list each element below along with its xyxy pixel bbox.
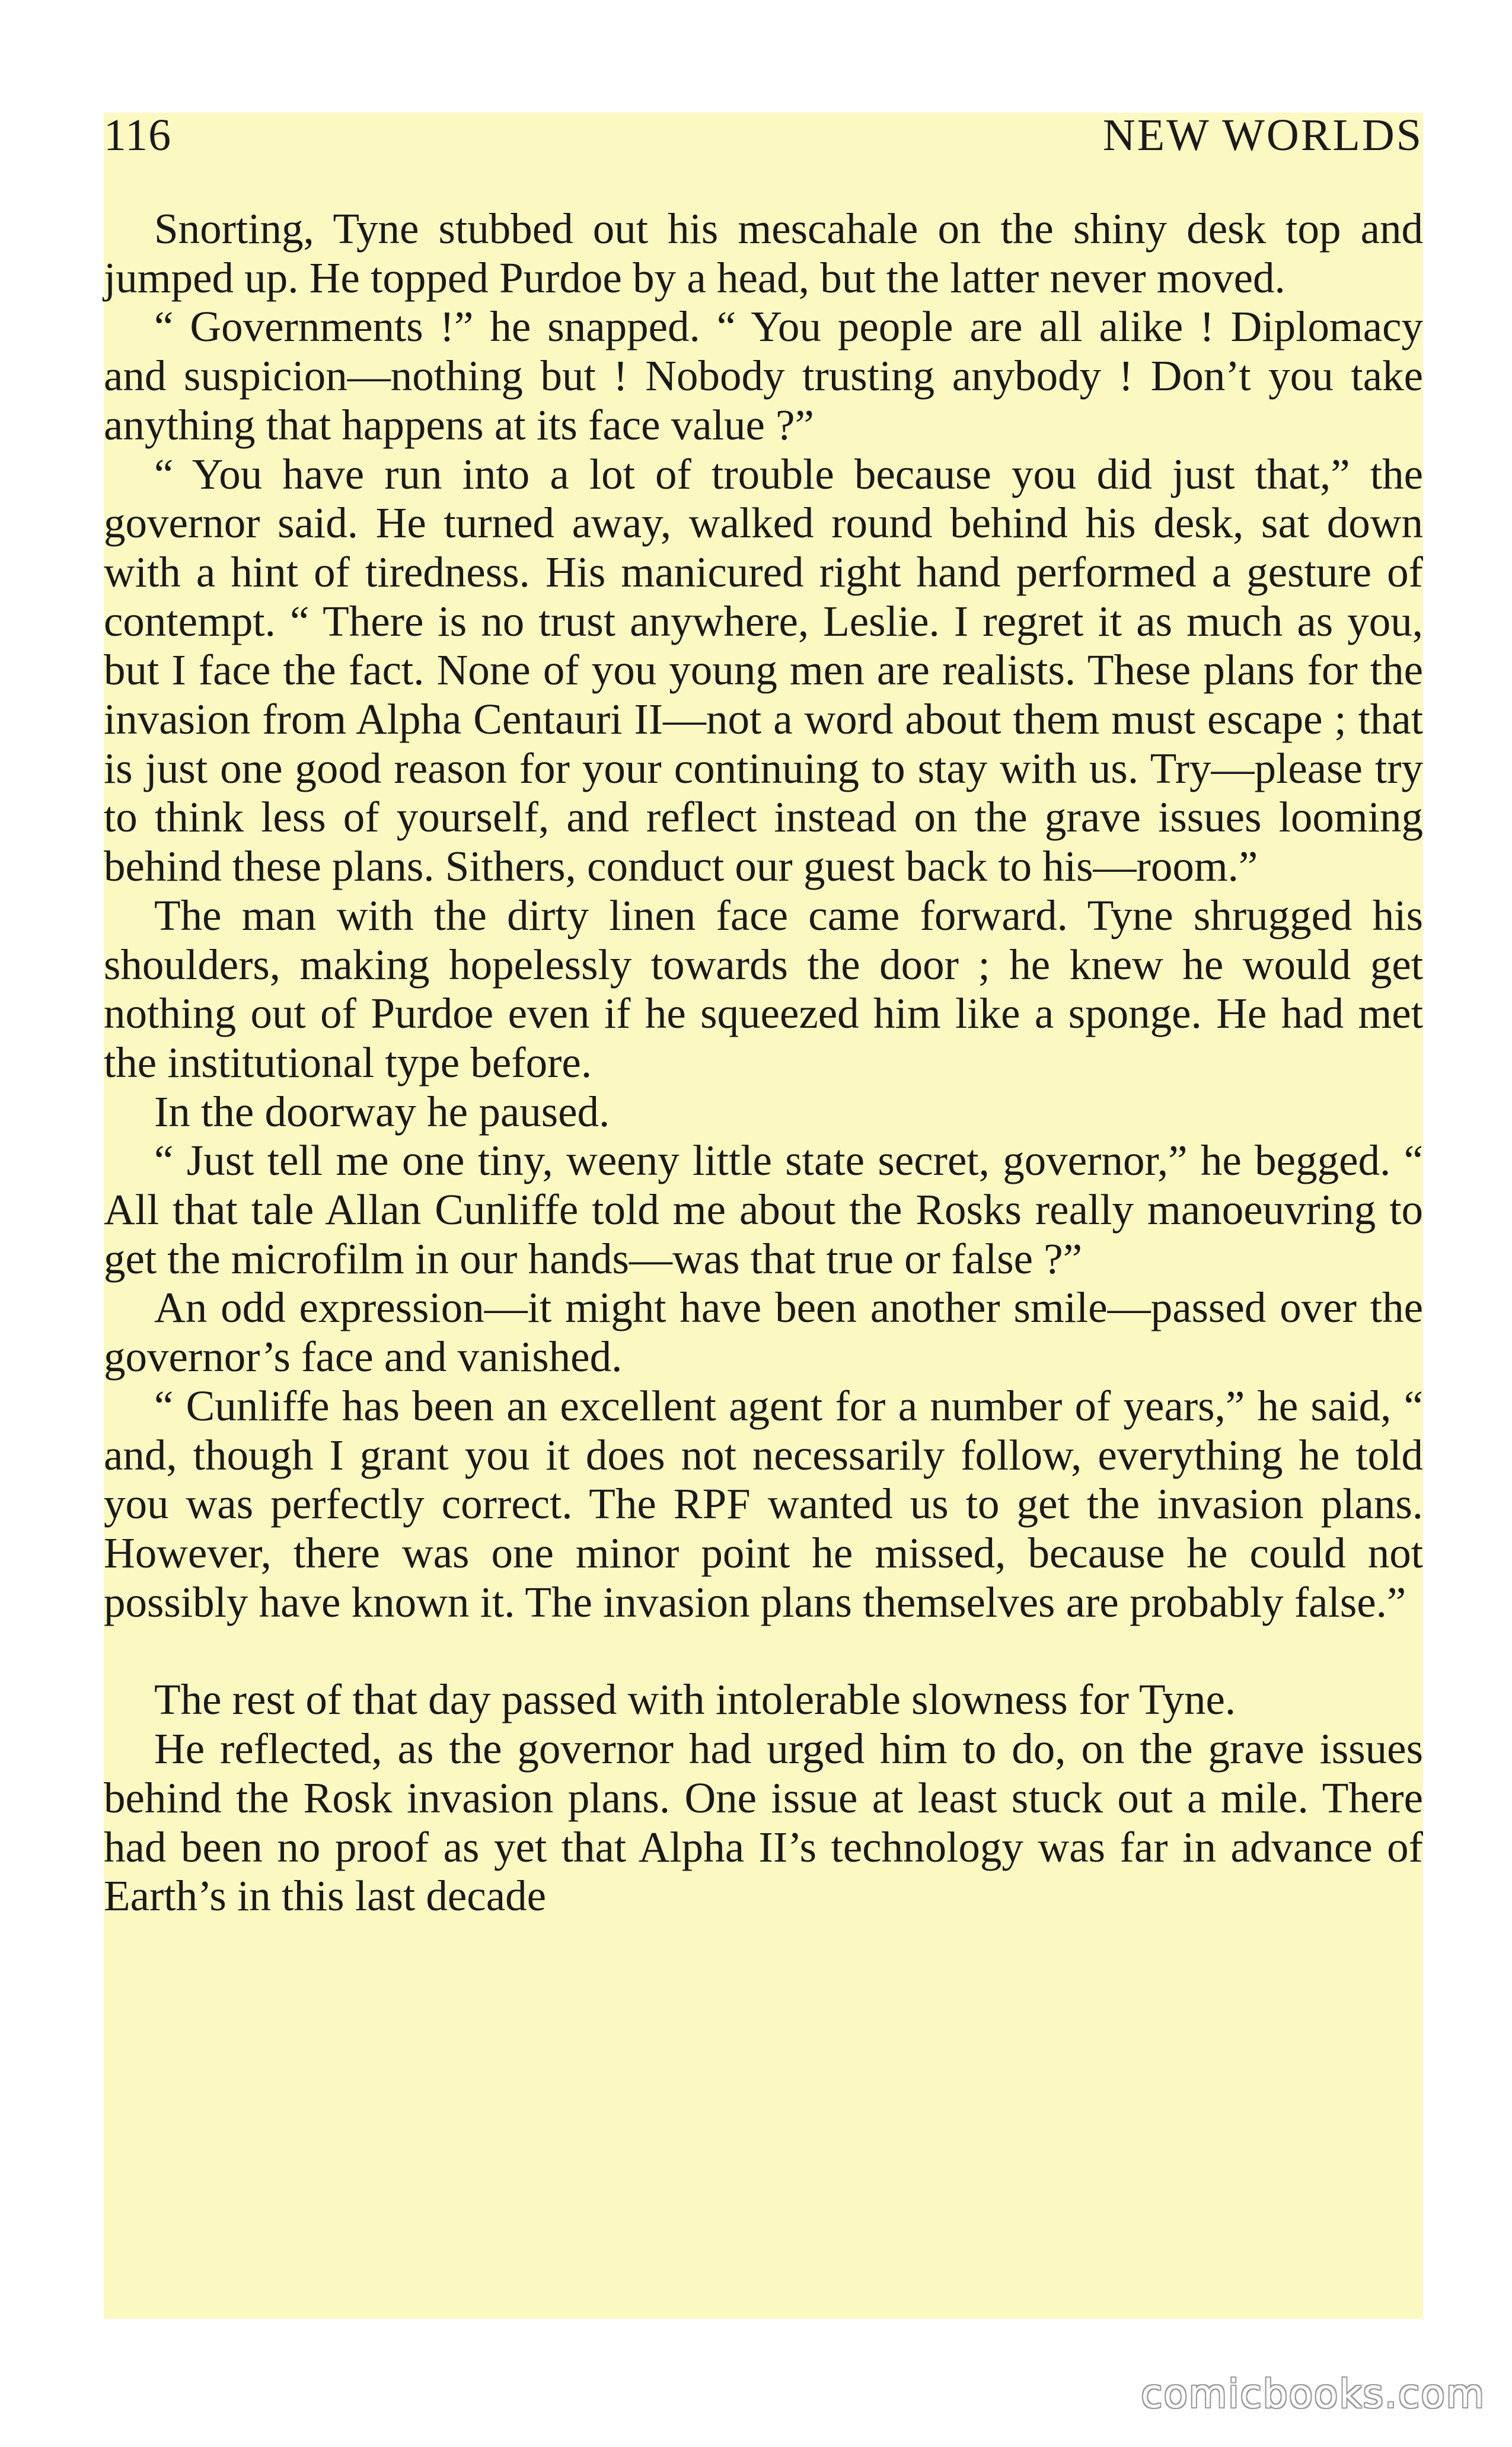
paragraph: “ Just tell me one tiny, weeny little state secret, governor,” he begged. “ All that tale Allan Cunliffe told me about the Rosks really manoeuvring to get the microfilm in our hands—was that true or false ?” (104, 1136, 1423, 1283)
watermark: comicbooks.com (1141, 2371, 1485, 2417)
paragraph: He reflected, as the governor had urged him to do, on the grave issues behind the Rosk invasion plans. One issue at least stuck out a mile. There had been no proof as yet that Alpha II’s technology was far in advance of Earth’s in this last decade (104, 1725, 1423, 1920)
paragraph: The rest of that day passed with intolerable slowness for Tyne. (154, 1675, 1236, 1724)
page-number: 116 (104, 110, 172, 160)
paragraph: An odd expression—it might have been another smile—passed over the governor’s face and vanished. (104, 1283, 1423, 1381)
running-title: NEW WORLDS (1102, 110, 1423, 160)
paragraph: In the doorway he paused. (154, 1087, 610, 1136)
paragraph: “ You have run into a lot of trouble because you did just that,” the governor said. He turned away, walked round behind his desk, sat down with a hint of tiredness. His manicured right hand performed a gesture of contempt. “ There is no trust anywhere, Leslie. I regret it as much as you, but I face the fact. None of you young men are realists. These plans for the invasion from Alpha Centauri II—not a word about them must escape ; that is just one good reason for your continuing to stay with us. Try—please try to think less of yourself, and reflect instead on the grave issues looming behind these plans. Sithers, conduct our guest back to his—room.” (104, 450, 1423, 891)
paragraph: The man with the dirty linen face came forward. Tyne shrugged his shoulders, making hopelessly towards the door ; he knew he would get nothing out of Purdoe even if he squeezed him like a sponge. He had met the institutional type before. (104, 891, 1423, 1087)
page-header (104, 110, 1423, 175)
body-text (104, 205, 1423, 1921)
paragraph: “ Governments !” he snapped. “ You people are all alike ! Diplomacy and suspicion—nothing but ! Nobody trusting anybody ! Don’t you take anything that happens at its face value ?” (104, 302, 1423, 449)
paragraph: “ Cunliffe has been an excellent agent for a number of years,” he said, “ and, though I grant you it does not necessarily follow, everything he told you was perfectly correct. The RPF wanted us to get the invasion plans. However, there was one minor point he missed, because he could not possibly have known it. The invasion plans themselves are probably false.” (104, 1381, 1423, 1626)
paragraph: Snorting, Tyne stubbed out his mescahale on the shiny desk top and jumped up. He topped Purdoe by a head, but the latter never moved. (104, 205, 1423, 302)
